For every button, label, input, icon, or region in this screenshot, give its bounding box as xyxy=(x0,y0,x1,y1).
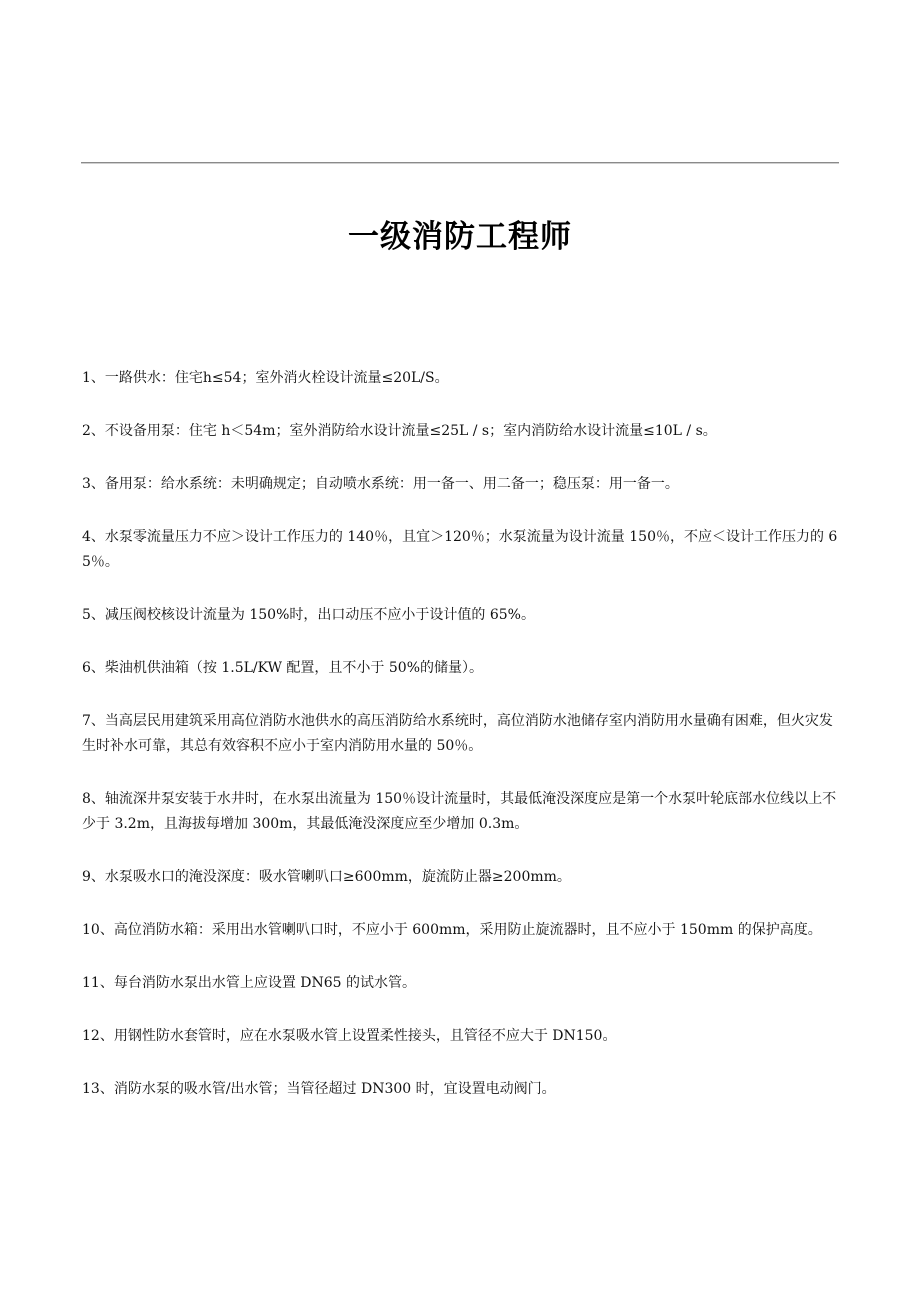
list-item: 10、高位消防水箱：采用出水管喇叭口时，不应小于 600mm，采用防止旋流器时，且不应小于 150mm 的保护高度。 xyxy=(82,922,822,938)
list-item: 1、一路供水：住宅h≤54；室外消火栓设计流量≤20L/S。 xyxy=(82,370,449,386)
list-item: 6、柴油机供油箱（按 1.5L/KW 配置，且不小于 50%的储量）。 xyxy=(82,660,484,676)
list-item: 13、消防水泵的吸水管/出水管；当管径超过 DN300 时，宜设置电动阀门。 xyxy=(82,1081,556,1097)
header-divider xyxy=(81,162,839,164)
list-item: 5、减压阀校核设计流量为 150%时，出口动压不应小于设计值的 65%。 xyxy=(82,607,535,623)
list-item: 3、备用泵：给水系统：未明确规定；自动喷水系统：用一备一、用二备一；稳压泵：用一备一。 xyxy=(82,476,679,492)
list-item: 12、用钢性防水套管时，应在水泵吸水管上设置柔性接头，且管径不应大于 DN150。 xyxy=(82,1028,617,1044)
list-item: 9、水泵吸水口的淹没深度：吸水管喇叭口≥600mm，旋流防止器≥200mm。 xyxy=(82,869,571,885)
list-item: 2、不设备用泵：住宅 h＜54m；室外消防给水设计流量≤25L / s；室内消防给水设计流量≤10L / s。 xyxy=(82,423,717,439)
list-item: 4、水泵零流量压力不应＞设计工作压力的 140％，且宜＞120％；水泵流量为设计流量 150％，不应＜设计工作压力的 65％。 xyxy=(82,529,838,570)
list-item: 8、轴流深井泵安装于水井时，在水泵出流量为 150％设计流量时，其最低淹没深度应是第一个水泵叶轮底部水位线以上不少于 3.2m，且海拔每增加 300m，其最低淹没深度应至少增加 0.3m。 xyxy=(82,791,837,832)
notes-list xyxy=(82,366,842,1130)
list-item: 11、每台消防水泵出水管上应设置 DN65 的试水管。 xyxy=(82,975,417,991)
page-title: 一级消防工程师 xyxy=(348,219,572,255)
list-item: 7、当高层民用建筑采用高位消防水池供水的高压消防给水系统时，高位消防水池储存室内消防用水量确有困难，但火灾发生时补水可靠，其总有效容积不应小于室内消防用水量的 50％。 xyxy=(82,713,833,754)
